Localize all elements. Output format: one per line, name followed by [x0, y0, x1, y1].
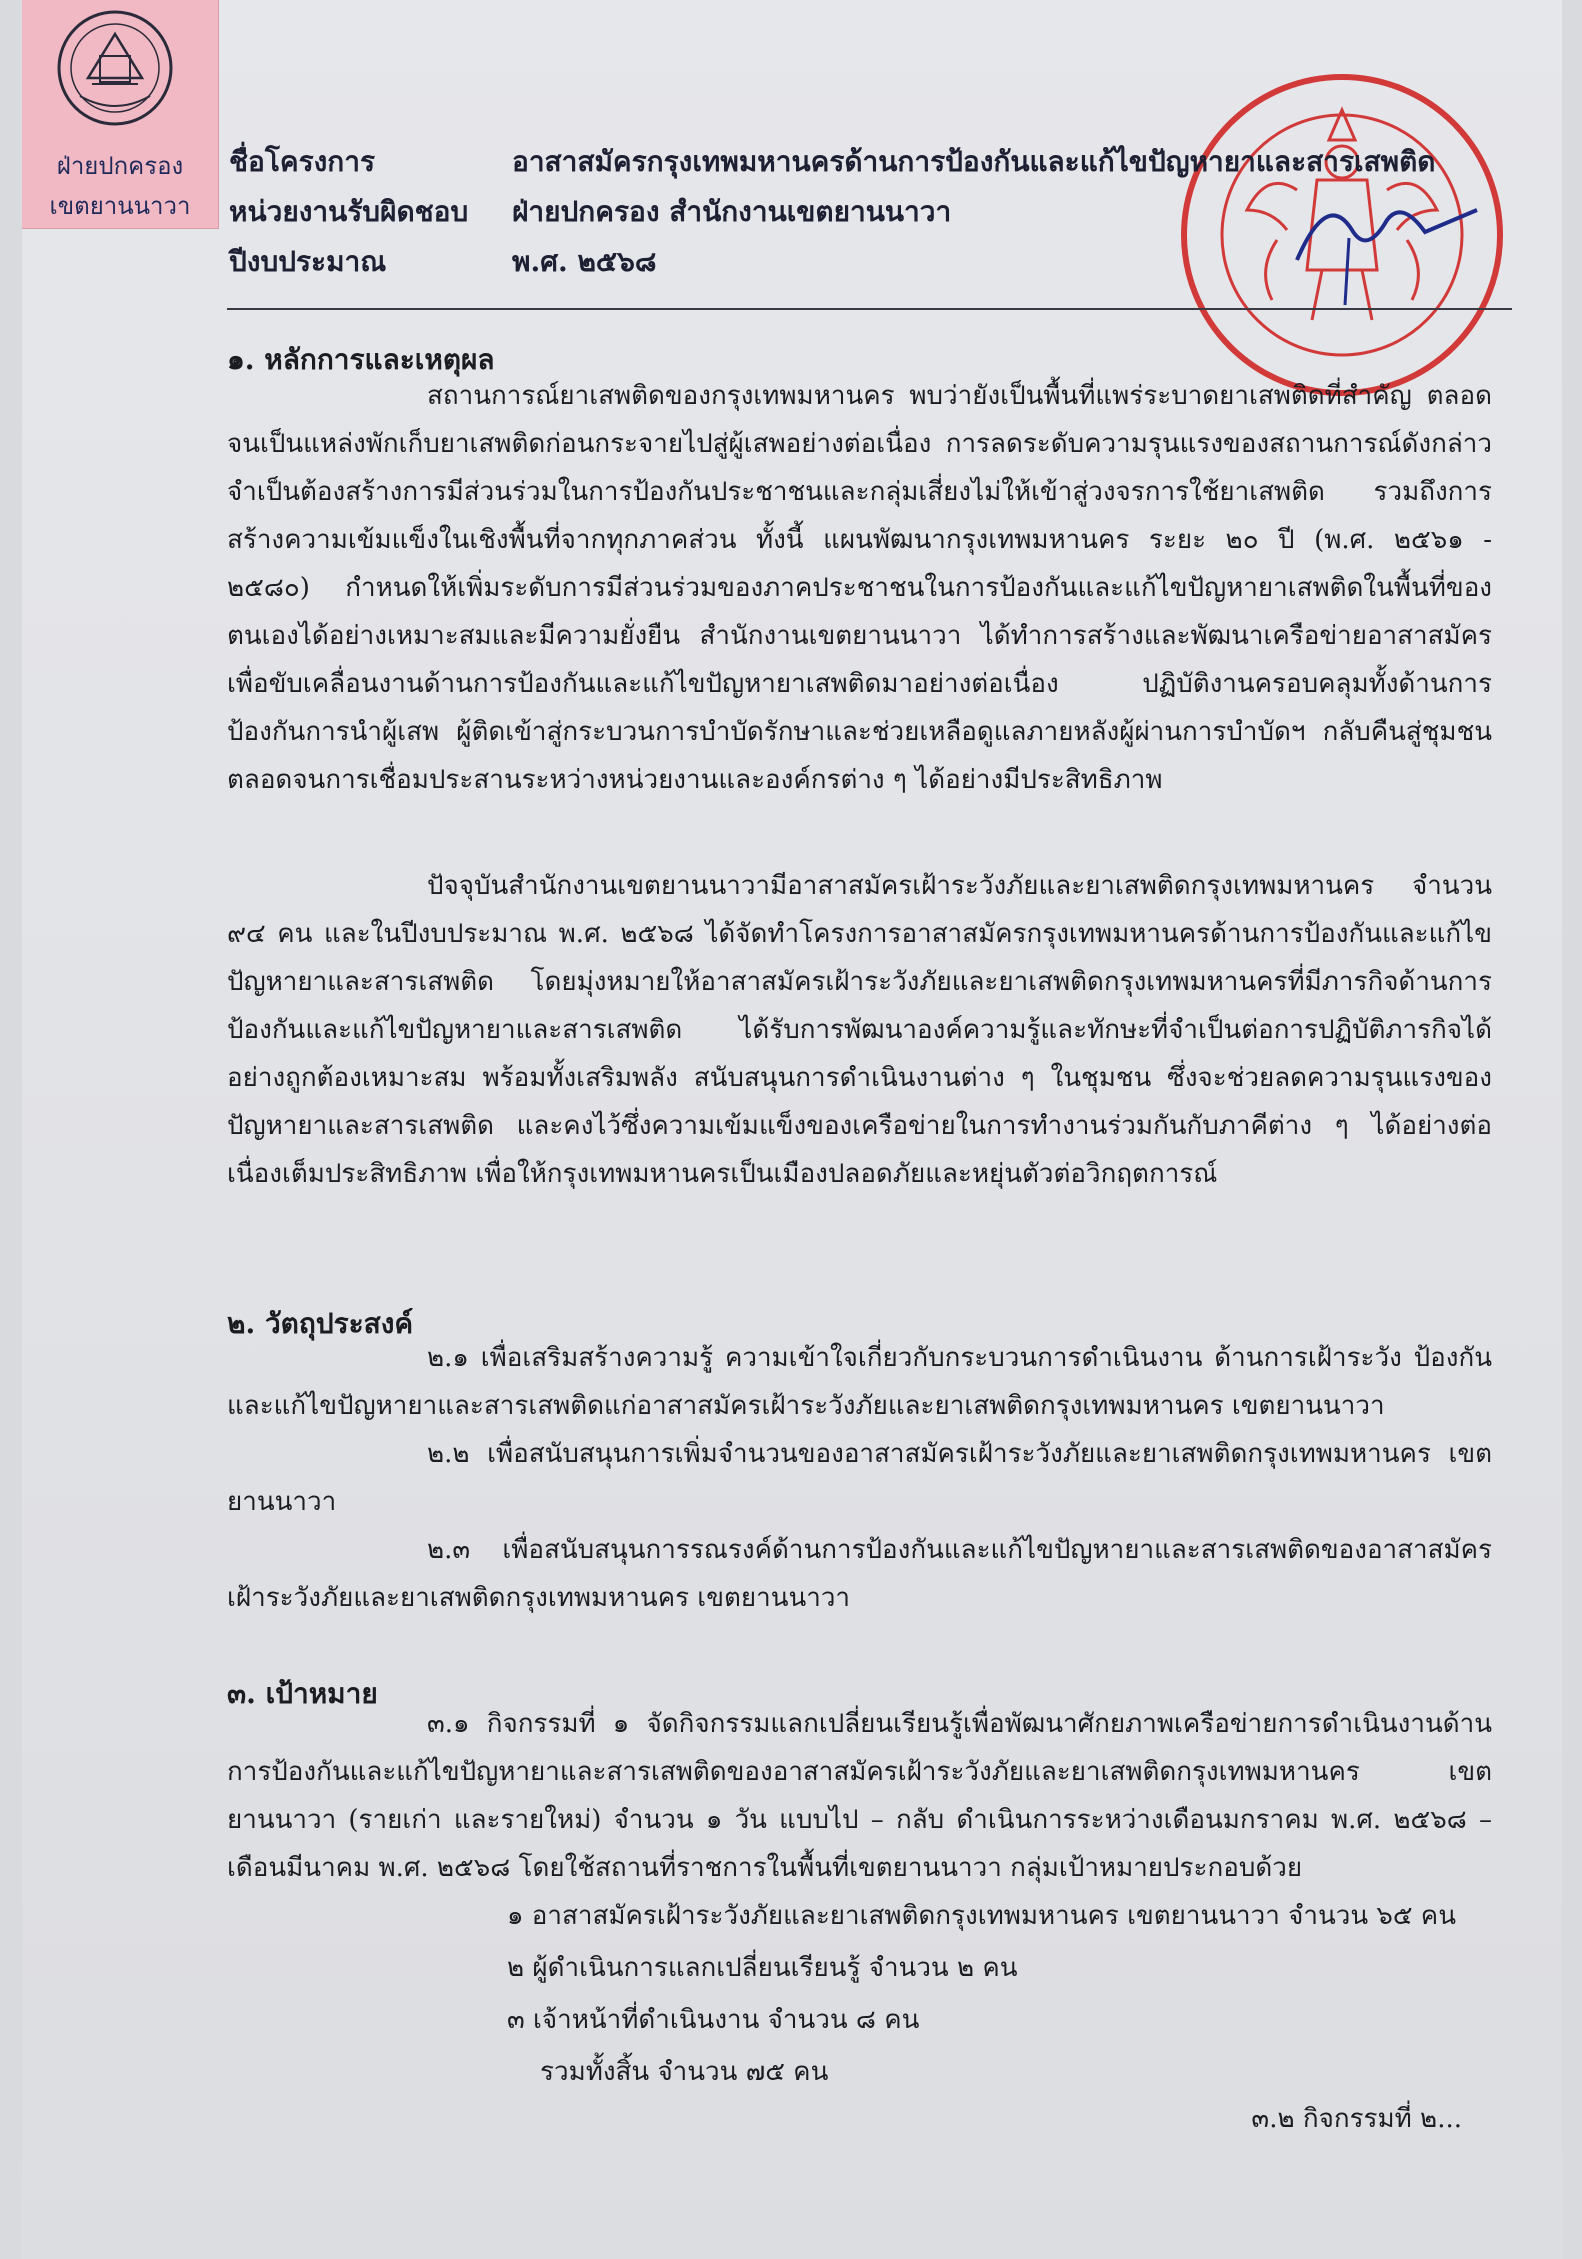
objective-2-2	[227, 1430, 1492, 1526]
unit-label: หน่วยงานรับผิดชอบ	[229, 195, 469, 228]
project-label: ชื่อโครงการ	[229, 145, 376, 178]
section-1-paragraph-1	[227, 372, 1492, 804]
stamp-line-1: ฝ่ายปกครอง	[56, 152, 184, 180]
target-list-item: ๒ ผู้ดำเนินการแลกเปลี่ยนเรียนรู้ จำนวน ๒ คน	[507, 1953, 1018, 1983]
objective-2-3	[227, 1526, 1492, 1622]
objective-2-1	[227, 1334, 1492, 1430]
garuda-seal-icon	[1177, 70, 1507, 400]
continued-marker: ๓.๒ กิจกรรมที่ ๒...	[1251, 2104, 1462, 2134]
section-3-title: ๓. เป้าหมาย	[227, 1677, 378, 1710]
target-list-item: ๑ อาสาสมัครเฝ้าระวังภัยและยาเสพติดกรุงเทพมหานคร เขตยานนาวา จำนวน ๖๕ คน	[507, 1901, 1456, 1931]
year-value: พ.ศ. ๒๕๖๘	[512, 245, 657, 278]
document-page	[22, 0, 1562, 2259]
section-1-paragraph-2	[227, 862, 1492, 1198]
year-label: ปีงบประมาณ	[229, 245, 387, 278]
target-total: รวมทั้งสิ้น จำนวน ๗๕ คน	[540, 2057, 829, 2087]
district-emblem-icon	[40, 6, 190, 134]
objective-2-1-text: ๒.๑ เพื่อเสริมสร้างความรู้ ความเข้าใจเกี่ยวกับกระบวนการดำเนินงาน ด้านการเฝ้าระวัง ป้องกันและแก้ไขปัญหายาและสารเสพติดแก่อาสาสมัครเฝ้าระวังภัยและยาเสพติดกรุงเทพมหานคร เขตยานนาวา	[227, 1343, 1492, 1421]
section-2-title: ๒. วัตถุประสงค์	[227, 1307, 414, 1340]
target-3-1	[227, 1700, 1492, 1892]
section-1-paragraph-2-text: ปัจจุบันสำนักงานเขตยานนาวามีอาสาสมัครเฝ้าระวังภัยและยาเสพติดกรุงเทพมหานคร จำนวน ๙๔ คน และในปีงบประมาณ พ.ศ. ๒๕๖๘ ได้จัดทำโครงการอาสาสมัครกรุงเทพมหานครด้านการป้องกันและแก้ไขปัญหายาและสารเสพติด โดยมุ่งหมายให้อาสาสมัครเฝ้าระวังภัยและยาเสพติดกรุงเทพมหานครที่มีภารกิจด้านการป้องกันและแก้ไขปัญหายาและสารเสพติด ได้รับการพัฒนาองค์ความรู้และทักษะที่จำเป็นต่อการปฏิบัติภารกิจได้อย่างถูกต้องเหมาะสม พร้อมทั้งเสริมพลัง สนับสนุนการดำเนินงานต่าง ๆ ในชุมชน ซึ่งจะช่วยลดความรุนแรงของปัญหายาและสารเสพติด และคงไว้ซึ่งความเข้มแข็งของเครือข่ายในการทำงานร่วมกันกับภาคีต่าง ๆ ได้อย่างต่อเนื่องเต็มประสิทธิภาพ เพื่อให้กรุงเทพมหานครเป็นเมืองปลอดภัยและหยุ่นตัวต่อวิกฤตการณ์	[227, 871, 1492, 1189]
project-value: อาสาสมัครกรุงเทพมหานครด้านการป้องกันและแก้ไขปัญหายาและสารเสพติด	[512, 145, 1436, 178]
objective-2-3-text: ๒.๓ เพื่อสนับสนุนการรณรงค์ด้านการป้องกันและแก้ไขปัญหายาและสารเสพติดของอาสาสมัครเฝ้าระวังภัยและยาเสพติดกรุงเทพมหานคร เขตยานนาวา	[227, 1535, 1492, 1613]
header-divider	[227, 308, 1512, 310]
section-1-paragraph-1-text: สถานการณ์ยาเสพติดของกรุงเทพมหานคร พบว่ายังเป็นพื้นที่แพร่ระบาดยาเสพติดที่สำคัญ ตลอดจนเป็นแหล่งพักเก็บยาเสพติดก่อนกระจายไปสู่ผู้เสพอย่างต่อเนื่อง การลดระดับความรุนแรงของสถานการณ์ดังกล่าว จำเป็นต้องสร้างการมีส่วนร่วมในการป้องกันประชาชนและกลุ่มเสี่ยงไม่ให้เข้าสู่วงจรการใช้ยาเสพติด รวมถึงการสร้างความเข้มแข็งในเชิงพื้นที่จากทุกภาคส่วน ทั้งนี้ แผนพัฒนากรุงเทพมหานคร ระยะ ๒๐ ปี (พ.ศ. ๒๕๖๑ - ๒๕๘๐) กำหนดให้เพิ่มระดับการมีส่วนร่วมของภาคประชาชนในการป้องกันและแก้ไขปัญหายาเสพติดในพื้นที่ของตนเองได้อย่างเหมาะสมและมีความยั่งยืน สำนักงานเขตยานนาวา ได้ทำการสร้างและพัฒนาเครือข่ายอาสาสมัครเพื่อขับเคลื่อนงานด้านการป้องกันและแก้ไขปัญหายาเสพติดมาอย่างต่อเนื่อง ปฏิบัติงานครอบคลุมทั้งด้านการป้องกันการนำผู้เสพ ผู้ติดเข้าสู่กระบวนการบำบัดรักษาและช่วยเหลือดูแลภายหลังผู้ผ่านการบำบัดฯ กลับคืนสู่ชุมชน ตลอดจนการเชื่อมประสานระหว่างหน่วยงานและองค์กรต่าง ๆ ได้อย่างมีประสิทธิภาพ	[227, 381, 1492, 795]
objective-2-2-text: ๒.๒ เพื่อสนับสนุนการเพิ่มจำนวนของอาสาสมัครเฝ้าระวังภัยและยาเสพติดกรุงเทพมหานคร เขตยานนาวา	[227, 1439, 1492, 1517]
stamp-line-2: เขตยานนาวา	[49, 192, 191, 220]
target-3-1-text: ๓.๑ กิจกรรมที่ ๑ จัดกิจกรรมแลกเปลี่ยนเรียนรู้เพื่อพัฒนาศักยภาพเครือข่ายการดำเนินงานด้านการป้องกันและแก้ไขปัญหายาและสารเสพติดของอาสาสมัครเฝ้าระวังภัยและยาเสพติดกรุงเทพมหานคร เขตยานนาวา (รายเก่า และรายใหม่) จำนวน ๑ วัน แบบไป – กลับ ดำเนินการระหว่างเดือนมกราคม พ.ศ. ๒๕๖๘ – เดือนมีนาคม พ.ศ. ๒๕๖๘ โดยใช้สถานที่ราชการในพื้นที่เขตยานนาวา กลุ่มเป้าหมายประกอบด้วย	[227, 1709, 1492, 1883]
section-1-title: ๑. หลักการและเหตุผล	[227, 343, 495, 376]
unit-value: ฝ่ายปกครอง สำนักงานเขตยานนาวา	[512, 195, 952, 228]
target-list-item: ๓ เจ้าหน้าที่ดำเนินงาน จำนวน ๘ คน	[507, 2005, 920, 2035]
receiving-stamp	[22, 0, 219, 229]
